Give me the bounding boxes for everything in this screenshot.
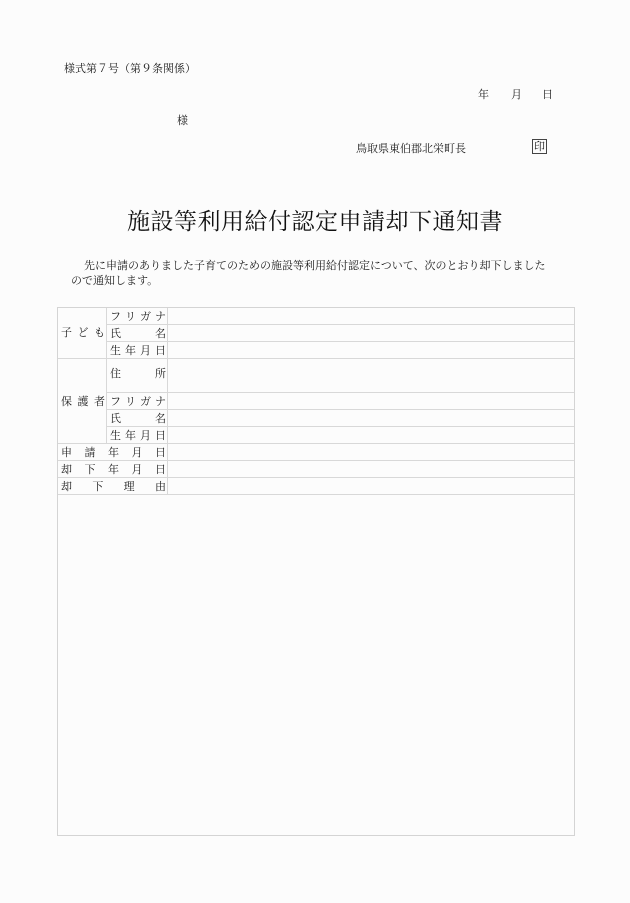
label-char: 年 xyxy=(108,463,119,476)
label-char: リ xyxy=(125,310,136,323)
label-char: フ xyxy=(110,310,121,323)
label-char: 保 xyxy=(61,395,72,408)
label-guardian-furigana xyxy=(110,393,166,410)
rejection-date-field[interactable] xyxy=(168,461,574,477)
label-char: 日 xyxy=(155,463,166,476)
label-char: 生 xyxy=(110,344,121,357)
label-char: ガ xyxy=(140,395,151,408)
label-char: 者 xyxy=(94,395,105,408)
label-application-date xyxy=(61,444,166,461)
label-char: フ xyxy=(110,395,121,408)
guardian-furigana-field[interactable] xyxy=(168,393,574,409)
label-char: も xyxy=(94,326,105,339)
label-guardian-address xyxy=(110,365,166,382)
label-char: 日 xyxy=(155,429,166,442)
guardian-address-field[interactable] xyxy=(168,359,574,392)
label-char: ナ xyxy=(155,310,166,323)
label-char: 月 xyxy=(140,344,151,357)
child-furigana-field[interactable] xyxy=(168,308,574,324)
date-year-label: 年 xyxy=(478,88,489,101)
body-paragraph xyxy=(72,258,572,288)
label-char: 年 xyxy=(125,429,136,442)
group-label-guardian xyxy=(61,393,105,410)
label-char: ど xyxy=(77,326,89,339)
label-child-name xyxy=(110,325,166,342)
label-char: 理 xyxy=(123,480,135,493)
group-label-child xyxy=(61,324,105,341)
label-char: リ xyxy=(125,395,136,408)
application-date-field[interactable] xyxy=(168,444,574,460)
label-char: 年 xyxy=(125,344,136,357)
rejection-reason-field[interactable] xyxy=(58,495,574,835)
label-child-birthdate xyxy=(110,342,166,359)
seal-mark: 印 xyxy=(534,140,545,153)
label-guardian-name xyxy=(110,410,166,427)
label-char: 却 xyxy=(61,463,72,476)
column-divider xyxy=(106,308,107,443)
child-name-field[interactable] xyxy=(168,325,574,341)
recipient-honorific: 様 xyxy=(177,114,188,127)
label-char: 住 xyxy=(110,367,121,380)
label-char: 下 xyxy=(84,463,96,476)
label-char: 月 xyxy=(131,446,143,459)
label-char: 申 xyxy=(61,446,72,459)
label-char: 子 xyxy=(61,326,72,339)
label-char: 年 xyxy=(108,446,119,459)
body-line-1: 先に申請のありました子育てのための施設等利用給付認定について、次のとおり却下しました xyxy=(84,259,546,272)
child-birthdate-field[interactable] xyxy=(168,342,574,358)
document-title: 施設等利用給付認定申請却下通知書 xyxy=(127,209,503,235)
label-char: ガ xyxy=(140,310,151,323)
form-table xyxy=(57,307,575,836)
label-rejection-reason xyxy=(61,478,166,495)
label-guardian-birthdate xyxy=(110,427,166,444)
label-child-furigana xyxy=(110,308,166,325)
label-char: 却 xyxy=(61,480,72,493)
label-char: 氏 xyxy=(110,412,121,425)
label-char: 名 xyxy=(155,412,166,425)
label-char: 日 xyxy=(155,344,166,357)
label-char: 日 xyxy=(155,446,166,459)
label-char: 所 xyxy=(155,367,166,380)
label-char: ナ xyxy=(155,395,166,408)
date-day-label: 日 xyxy=(542,88,553,101)
rejection-reason-label-field xyxy=(168,478,574,494)
label-char: 名 xyxy=(155,327,166,340)
label-char: 生 xyxy=(110,429,121,442)
guardian-name-field[interactable] xyxy=(168,410,574,426)
label-char: 下 xyxy=(92,480,104,493)
issuer-name: 鳥取県東伯郡北栄町長 xyxy=(356,142,466,155)
label-char: 請 xyxy=(84,446,96,459)
label-char: 氏 xyxy=(110,327,121,340)
guardian-birthdate-field[interactable] xyxy=(168,427,574,443)
date-month-label: 月 xyxy=(511,88,522,101)
label-char: 由 xyxy=(154,480,166,493)
label-char: 月 xyxy=(140,429,151,442)
body-line-2: ので通知します。 xyxy=(71,274,159,287)
label-rejection-date xyxy=(61,461,166,478)
form-number: 様式第７号（第９条関係） xyxy=(64,62,196,75)
label-char: 月 xyxy=(131,463,143,476)
label-char: 護 xyxy=(77,395,89,408)
